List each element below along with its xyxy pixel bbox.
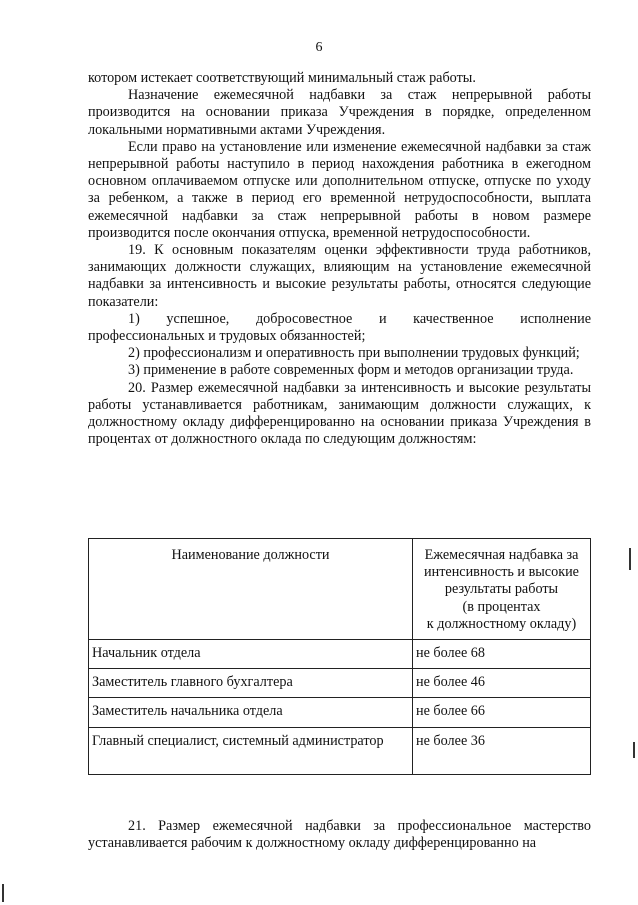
paragraph: 3) применение в работе современных форм и методов организации труда. [128,362,574,379]
allowance-cell: не более 46 [413,669,591,698]
table-row [89,640,591,669]
body-text-bottom [88,818,591,852]
header-position: Наименование должности [89,539,413,640]
header-allowance-line: к должностному окладу) [426,615,577,632]
position-cell: Заместитель главного бухгалтера [89,669,413,698]
allowance-cell: не более 66 [413,698,591,727]
allowance-cell: не более 68 [413,640,591,669]
header-allowance-line: Ежемесячная надбавка за [424,547,579,563]
paragraph: 19. К основным показателям оценки эффективности труда работников, занимающих должности служащих, влияющим на установление ежемесячной надбавки за интенсивность и высокие результаты работы, относятся следующие показатели: [88,242,591,310]
position-cell: Главный специалист, системный администратор [89,727,413,774]
scan-edge-mark [633,742,635,758]
header-allowance [413,539,591,640]
paragraph: 21. Размер ежемесячной надбавки за профессиональное мастерство устанавливается рабочим к должностному окладу дифференцированно на [88,818,591,852]
header-allowance-line: (в процентах [462,598,541,615]
paragraph: Назначение ежемесячной надбавки за стаж непрерывной работы производится на основании приказа Учреждения в порядке, определенном локальными нормативными актами Учреждения. [88,87,591,138]
header-allowance-line: результаты работы [444,581,559,598]
allowance-table [88,538,591,775]
paragraph: 20. Размер ежемесячной надбавки за интенсивность и высокие результаты работы устанавливается работникам, занимающим должности служащих, к должностному окладу дифференцированно на основании приказа Учреждения в процентах от должностного оклада по следующим должностям: [88,379,591,448]
paragraph: 2) профессионализм и оперативность при выполнении трудовых функций; [128,345,580,362]
table-row [89,727,591,774]
paragraph: 1) успешное, добросовестное и качественное исполнение профессиональных и трудовых обязанностей; [88,310,591,345]
scan-edge-mark [2,884,4,902]
paragraph: котором истекает соответствующий минимальный стаж работы. [88,70,476,86]
paragraph: Если право на установление или изменение ежемесячной надбавки за стаж непрерывной работы наступило в период нахождения работника в ежегодном основном оплачиваемом отпуске или дополнительном отпуске, отпуске по уходу за ребенком, а также в период его временной нетрудоспособности, выплата ежемесячной надбавки за стаж непрерывной работы в новом размере производится после окончания отпуска, временной нетрудоспособности. [88,138,591,241]
body-text-top [88,70,591,448]
header-allowance-line: интенсивность и высокие [424,564,579,581]
scan-edge-mark [629,548,631,570]
table-row [89,698,591,727]
table-row [89,669,591,698]
allowance-cell: не более 36 [413,727,591,774]
table-header-row [89,539,591,640]
page-number: 6 [315,40,323,55]
position-cell: Заместитель начальника отдела [89,698,413,727]
position-cell: Начальник отдела [89,640,413,669]
